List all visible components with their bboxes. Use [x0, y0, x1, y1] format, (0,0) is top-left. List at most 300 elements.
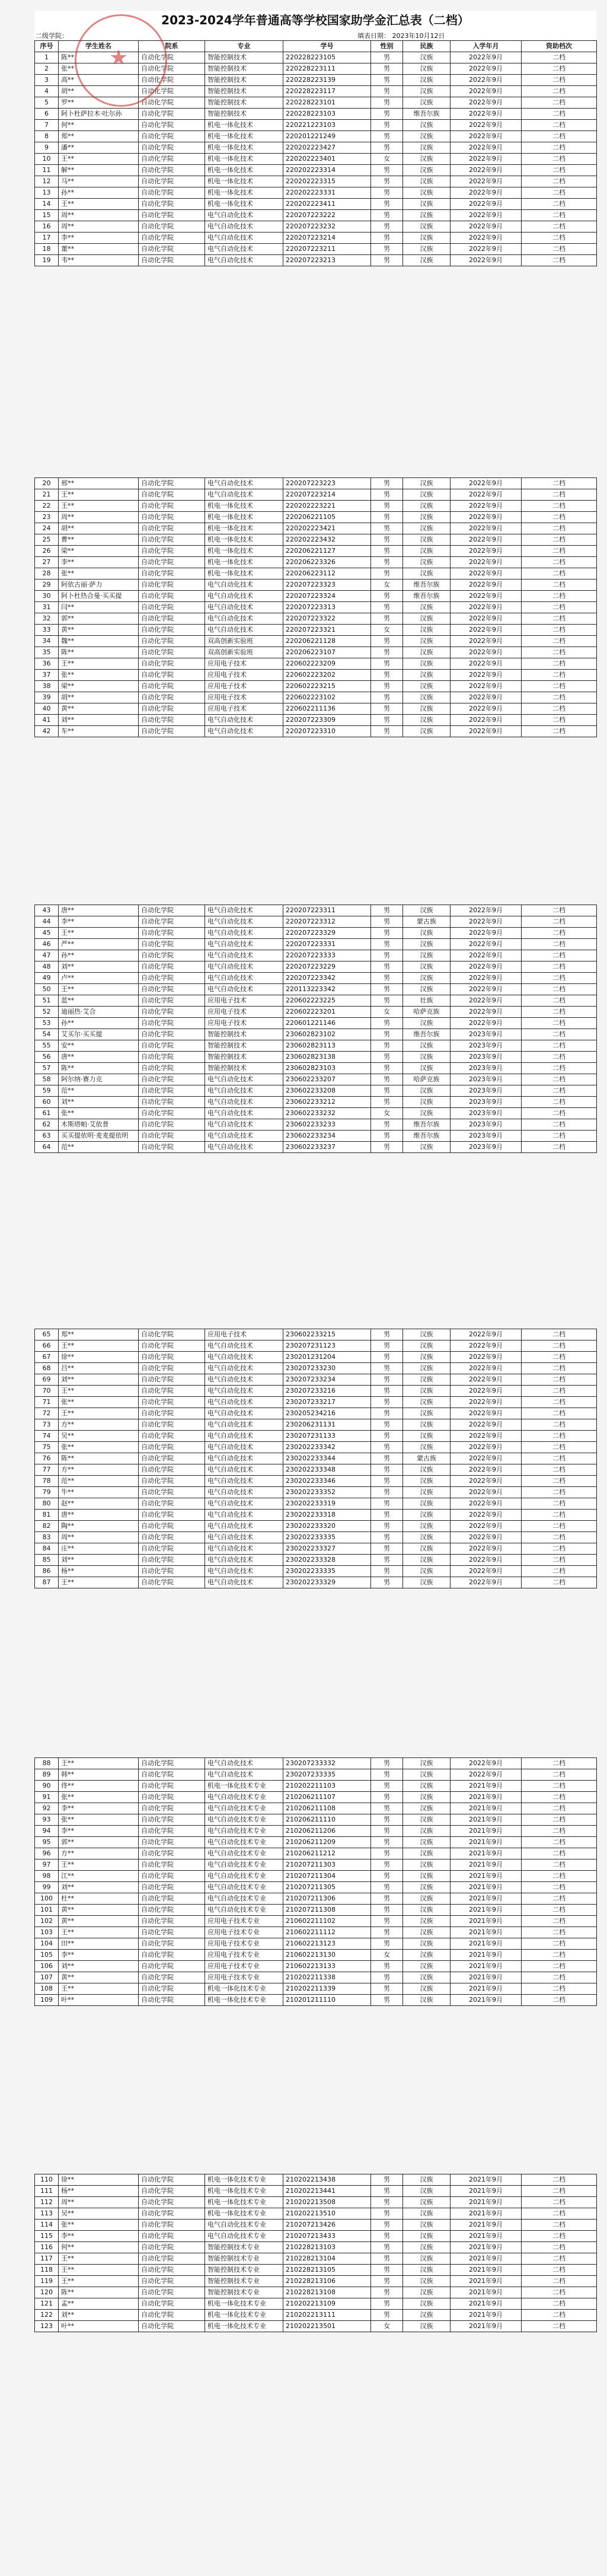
- table-cell: 自动化学院: [139, 1950, 205, 1961]
- table-row: [35, 579, 597, 591]
- table-cell: 230202233335: [283, 1566, 371, 1577]
- table-cell: 周**: [59, 221, 139, 233]
- table-cell: 210228213108: [283, 2287, 371, 2298]
- table-cell: 二档: [522, 2208, 597, 2220]
- table-cell: 黄**: [59, 1972, 139, 1983]
- table-cell: 2021年9月: [451, 1848, 522, 1859]
- table-cell: 杨**: [59, 1566, 139, 1577]
- table-cell: 二档: [522, 489, 597, 501]
- table-cell: 王**: [59, 1340, 139, 1352]
- table-cell: 电气自动化技术: [205, 961, 283, 973]
- table-cell: 男: [371, 1397, 403, 1408]
- table-cell: 210202211339: [283, 1983, 371, 1995]
- table-cell: 二档: [522, 1097, 597, 1108]
- table-cell: 220202223411: [283, 199, 371, 210]
- table-cell: 2022年9月: [451, 142, 522, 154]
- table-cell: 二档: [522, 1848, 597, 1859]
- table-cell: 2023年9月: [451, 1119, 522, 1131]
- table-cell: 2022年9月: [451, 210, 522, 221]
- table-cell: 自动化学院: [139, 568, 205, 579]
- table-cell: 81: [35, 1510, 59, 1521]
- table-row: [35, 647, 597, 658]
- table-cell: 吴**: [59, 1431, 139, 1442]
- table-cell: 二档: [522, 636, 597, 647]
- table-cell: 智能控制技术: [205, 63, 283, 75]
- table-row: [35, 142, 597, 154]
- table-cell: 汉族: [403, 1521, 451, 1532]
- table-cell: 88: [35, 1758, 59, 1769]
- table-cell: 二档: [522, 2276, 597, 2287]
- table-cell: 电气自动化技术: [205, 726, 283, 737]
- table-cell: 男: [371, 1781, 403, 1792]
- table-row: [35, 1018, 597, 1029]
- table-cell: 自动化学院: [139, 478, 205, 489]
- table-cell: 王**: [59, 658, 139, 670]
- table-cell: 二档: [522, 1916, 597, 1927]
- table-cell: 唐**: [59, 1052, 139, 1063]
- table-cell: 自动化学院: [139, 916, 205, 928]
- table-cell: 陶**: [59, 1521, 139, 1532]
- table-cell: 230202233344: [283, 1453, 371, 1464]
- table-cell: 二档: [522, 1983, 597, 1995]
- table-cell: 230602233208: [283, 1085, 371, 1097]
- table-cell: 2021年9月: [451, 2220, 522, 2231]
- table-cell: 汉族: [403, 692, 451, 703]
- table-cell: 机电一体化技术专业: [205, 2208, 283, 2220]
- table-cell: 220207223213: [283, 255, 371, 266]
- table-cell: 汉族: [403, 1769, 451, 1781]
- table-cell: 二档: [522, 546, 597, 557]
- table-cell: 自动化学院: [139, 1097, 205, 1108]
- table-cell: 自动化学院: [139, 1577, 205, 1588]
- table-cell: 2022年9月: [451, 1510, 522, 1521]
- table-cell: 2022年9月: [451, 478, 522, 489]
- table-cell: 自动化学院: [139, 1837, 205, 1848]
- table-cell: 汉族: [403, 1803, 451, 1814]
- table-cell: 男: [371, 165, 403, 176]
- table-cell: 自动化学院: [139, 557, 205, 568]
- table-row: [35, 1442, 597, 1453]
- table-page-5: [34, 1757, 596, 2006]
- table-cell: 男: [371, 1063, 403, 1074]
- table-row: [35, 1758, 597, 1769]
- table-cell: 220202223432: [283, 534, 371, 546]
- table-cell: 2022年9月: [451, 995, 522, 1007]
- table-row: [35, 636, 597, 647]
- table-cell: 艾买尔·买买提: [59, 1029, 139, 1040]
- table-cell: 2022年9月: [451, 1408, 522, 1419]
- table-cell: 电气自动化技术: [205, 1142, 283, 1153]
- table-cell: 男: [371, 1758, 403, 1769]
- table-cell: 230205234216: [283, 1408, 371, 1419]
- table-row: [35, 2287, 597, 2298]
- column-header: 资助档次: [522, 41, 597, 52]
- table-cell: 1: [35, 52, 59, 63]
- table-cell: 二档: [522, 1792, 597, 1803]
- table-row: [35, 613, 597, 625]
- table-row: [35, 2253, 597, 2265]
- table-cell: 230207233216: [283, 1386, 371, 1397]
- table-cell: 汉族: [403, 75, 451, 86]
- table-cell: 机电一体化技术专业: [205, 1995, 283, 2006]
- table-row: [35, 1386, 597, 1397]
- table-cell: 汉族: [403, 2197, 451, 2208]
- table-cell: 自动化学院: [139, 1927, 205, 1938]
- table-cell: 孟**: [59, 2298, 139, 2310]
- table-cell: 二档: [522, 2242, 597, 2253]
- table-cell: 2022年9月: [451, 176, 522, 187]
- table-cell: 电气自动化技术: [205, 1397, 283, 1408]
- table-row: [35, 1363, 597, 1374]
- table-cell: 自动化学院: [139, 1386, 205, 1397]
- table-cell: 张**: [59, 2220, 139, 2231]
- table-cell: 二档: [522, 1131, 597, 1142]
- table-cell: 范**: [59, 1142, 139, 1153]
- table-cell: 二档: [522, 1543, 597, 1555]
- table-cell: 汉族: [403, 1340, 451, 1352]
- table-cell: 61: [35, 1108, 59, 1119]
- table-cell: 220113223342: [283, 984, 371, 995]
- table-cell: 刘**: [59, 1097, 139, 1108]
- table-cell: 王**: [59, 2253, 139, 2265]
- table-cell: 男: [371, 1555, 403, 1566]
- table-cell: 2022年9月: [451, 154, 522, 165]
- table-cell: 男: [371, 63, 403, 75]
- table-cell: 双高创新实验班: [205, 647, 283, 658]
- table-cell: 31: [35, 602, 59, 613]
- table-cell: 智能控制技术专业: [205, 2253, 283, 2265]
- table-cell: 自动化学院: [139, 973, 205, 984]
- table-cell: 男: [371, 2208, 403, 2220]
- table-cell: 220602223215: [283, 681, 371, 692]
- table-cell: 男: [371, 961, 403, 973]
- table-cell: 汉族: [403, 2231, 451, 2242]
- table-cell: 二档: [522, 176, 597, 187]
- table-cell: 男: [371, 557, 403, 568]
- table-cell: 男: [371, 1577, 403, 1588]
- table-cell: 汉族: [403, 199, 451, 210]
- table-cell: 二档: [522, 165, 597, 176]
- table-cell: 自动化学院: [139, 1826, 205, 1837]
- table-cell: 20: [35, 478, 59, 489]
- table-cell: 72: [35, 1408, 59, 1419]
- table-cell: 26: [35, 546, 59, 557]
- table-cell: 2021年9月: [451, 1938, 522, 1950]
- table-page-3: [34, 905, 596, 1153]
- table-cell: 闫**: [59, 602, 139, 613]
- table-cell: 49: [35, 973, 59, 984]
- table-cell: 王**: [59, 199, 139, 210]
- table-cell: 52: [35, 1007, 59, 1018]
- table-cell: 2021年9月: [451, 1950, 522, 1961]
- table-cell: 2022年9月: [451, 165, 522, 176]
- table-cell: 唐**: [59, 1510, 139, 1521]
- table-cell: 2022年9月: [451, 1363, 522, 1374]
- table-row: [35, 1950, 597, 1961]
- table-cell: 二档: [522, 1453, 597, 1464]
- table-cell: 电气自动化技术专业: [205, 1814, 283, 1826]
- table-cell: 230202233320: [283, 1521, 371, 1532]
- table-cell: 220228223139: [283, 75, 371, 86]
- table-cell: 应用电子技术: [205, 995, 283, 1007]
- table-cell: 2022年9月: [451, 579, 522, 591]
- table-cell: 陈**: [59, 2287, 139, 2298]
- table-cell: 电气自动化技术专业: [205, 2220, 283, 2231]
- table-row: [35, 703, 597, 715]
- table-cell: 机电一体化技术专业: [205, 2298, 283, 2310]
- table-cell: 男: [371, 1837, 403, 1848]
- column-header: 学生姓名: [59, 41, 139, 52]
- table-cell: 电气自动化技术: [205, 984, 283, 995]
- table-cell: 二档: [522, 199, 597, 210]
- table-cell: 40: [35, 703, 59, 715]
- table-cell: 男: [371, 1408, 403, 1419]
- table-row: [35, 489, 597, 501]
- table-cell: 男: [371, 1329, 403, 1340]
- table-cell: 二档: [522, 939, 597, 950]
- table-cell: 电气自动化技术: [205, 905, 283, 916]
- table-cell: 自动化学院: [139, 681, 205, 692]
- table-cell: 210202211103: [283, 1781, 371, 1792]
- table-cell: 53: [35, 1018, 59, 1029]
- table-cell: 智能控制技术: [205, 75, 283, 86]
- table-cell: 2022年9月: [451, 1532, 522, 1543]
- table-cell: 女: [371, 1108, 403, 1119]
- table-cell: 汉族: [403, 1781, 451, 1792]
- table-cell: 机电一体化技术专业: [205, 1983, 283, 1995]
- table-cell: 100: [35, 1893, 59, 1905]
- table-row: [35, 210, 597, 221]
- table-cell: 陈**: [59, 1453, 139, 1464]
- table-cell: 30: [35, 591, 59, 602]
- table-cell: 二档: [522, 2321, 597, 2332]
- table-row: [35, 2231, 597, 2242]
- table-cell: 自动化学院: [139, 1074, 205, 1085]
- table-cell: 电气自动化技术: [205, 255, 283, 266]
- table-cell: 吴**: [59, 2208, 139, 2220]
- table-cell: 42: [35, 726, 59, 737]
- table-cell: 自动化学院: [139, 2174, 205, 2186]
- table-cell: 自动化学院: [139, 2208, 205, 2220]
- table-cell: 汉族: [403, 2186, 451, 2197]
- table-cell: 机电一体化技术: [205, 120, 283, 131]
- table-cell: 张**: [59, 1397, 139, 1408]
- table-cell: 25: [35, 534, 59, 546]
- table-cell: 机电一体化技术专业: [205, 2310, 283, 2321]
- table-cell: 维吾尔族: [403, 579, 451, 591]
- table-cell: 91: [35, 1792, 59, 1803]
- table-cell: 210207211303: [283, 1859, 371, 1871]
- table-cell: 230602233237: [283, 1142, 371, 1153]
- table-row: [35, 726, 597, 737]
- table-cell: 230202233342: [283, 1442, 371, 1453]
- table-cell: 男: [371, 1131, 403, 1142]
- table-cell: 二档: [522, 244, 597, 255]
- table-cell: 机电一体化技术: [205, 131, 283, 142]
- table-cell: 梁**: [59, 546, 139, 557]
- table-cell: 二档: [522, 973, 597, 984]
- table-cell: 2022年9月: [451, 131, 522, 142]
- table-row: [35, 244, 597, 255]
- table-row: [35, 1085, 597, 1097]
- table-cell: 汉族: [403, 1498, 451, 1510]
- table-cell: 维吾尔族: [403, 1119, 451, 1131]
- table-cell: 2023年9月: [451, 1052, 522, 1063]
- table-cell: 汉族: [403, 1374, 451, 1386]
- table-cell: 2023年9月: [451, 1085, 522, 1097]
- table-cell: 自动化学院: [139, 1018, 205, 1029]
- table-cell: 自动化学院: [139, 199, 205, 210]
- table-cell: 自动化学院: [139, 1882, 205, 1893]
- table-cell: 自动化学院: [139, 1340, 205, 1352]
- table-cell: 96: [35, 1848, 59, 1859]
- table-cell: 男: [371, 1442, 403, 1453]
- table-cell: 18: [35, 244, 59, 255]
- table-cell: 12: [35, 176, 59, 187]
- table-row: [35, 120, 597, 131]
- table-cell: 92: [35, 1803, 59, 1814]
- table-cell: 周**: [59, 2197, 139, 2208]
- table-cell: 二档: [522, 210, 597, 221]
- table-cell: 自动化学院: [139, 2265, 205, 2276]
- table-cell: 自动化学院: [139, 2287, 205, 2298]
- table-cell: 自动化学院: [139, 1142, 205, 1153]
- table-row: [35, 1995, 597, 2006]
- table-cell: 2022年9月: [451, 52, 522, 63]
- table-cell: 自动化学院: [139, 534, 205, 546]
- table-cell: 45: [35, 928, 59, 939]
- table-cell: 二档: [522, 916, 597, 928]
- table-cell: 4: [35, 86, 59, 97]
- table-cell: 230202233318: [283, 1510, 371, 1521]
- table-cell: 汉族: [403, 939, 451, 950]
- table-cell: 2022年9月: [451, 1566, 522, 1577]
- table-row: [35, 1577, 597, 1588]
- table-cell: 113: [35, 2208, 59, 2220]
- table-cell: 汉族: [403, 120, 451, 131]
- table-cell: 220206223112: [283, 568, 371, 579]
- table-cell: 自动化学院: [139, 1052, 205, 1063]
- table-cell: 64: [35, 1142, 59, 1153]
- table-cell: 自动化学院: [139, 1905, 205, 1916]
- table-cell: 自动化学院: [139, 1532, 205, 1543]
- table-cell: 智能控制技术: [205, 1052, 283, 1063]
- table-row: [35, 1131, 597, 1142]
- table-cell: 2022年9月: [451, 244, 522, 255]
- table-cell: 汉族: [403, 165, 451, 176]
- table-cell: 210206211107: [283, 1792, 371, 1803]
- table-cell: 汉族: [403, 1792, 451, 1803]
- table-cell: 张**: [59, 670, 139, 681]
- table-cell: 二档: [522, 63, 597, 75]
- table-cell: 46: [35, 939, 59, 950]
- table-cell: 电气自动化技术: [205, 1769, 283, 1781]
- table-cell: 汉族: [403, 928, 451, 939]
- table-cell: 汉族: [403, 1476, 451, 1487]
- table-cell: 汉族: [403, 1085, 451, 1097]
- table-cell: 2022年9月: [451, 1577, 522, 1588]
- table-cell: 自动化学院: [139, 1431, 205, 1442]
- table-row: [35, 1352, 597, 1363]
- table-cell: 汉族: [403, 1859, 451, 1871]
- table-cell: 6: [35, 109, 59, 120]
- table-cell: 二档: [522, 97, 597, 109]
- table-cell: 汉族: [403, 2265, 451, 2276]
- table-cell: 王**: [59, 984, 139, 995]
- table-cell: 109: [35, 1995, 59, 2006]
- table-cell: 自动化学院: [139, 1419, 205, 1431]
- table-cell: 电气自动化技术: [205, 1074, 283, 1085]
- table-cell: 男: [371, 75, 403, 86]
- table-cell: 智能控制技术专业: [205, 2265, 283, 2276]
- table-cell: 方**: [59, 1464, 139, 1476]
- table-cell: 应用电子技术: [205, 1329, 283, 1340]
- table-cell: 电气自动化技术: [205, 478, 283, 489]
- table-cell: 电气自动化技术: [205, 1374, 283, 1386]
- table-cell: 二档: [522, 1803, 597, 1814]
- table-cell: 电气自动化技术: [205, 928, 283, 939]
- table-cell: 自动化学院: [139, 546, 205, 557]
- table-row: [35, 1074, 597, 1085]
- table-cell: 自动化学院: [139, 2276, 205, 2287]
- table-cell: 121: [35, 2298, 59, 2310]
- table-cell: 应用电子技术专业: [205, 1950, 283, 1961]
- column-header: 专业: [205, 41, 283, 52]
- table-cell: 33: [35, 625, 59, 636]
- table-cell: 二档: [522, 1826, 597, 1837]
- table-cell: 2023年9月: [451, 1142, 522, 1153]
- table-cell: 曹**: [59, 534, 139, 546]
- table-cell: 210206211206: [283, 1826, 371, 1837]
- table-row: [35, 478, 597, 489]
- table-cell: 解**: [59, 165, 139, 176]
- table-cell: 马**: [59, 176, 139, 187]
- table-cell: 应用电子技术专业: [205, 1927, 283, 1938]
- table-cell: 自动化学院: [139, 1085, 205, 1097]
- table-row: [35, 534, 597, 546]
- table-row: [35, 1781, 597, 1792]
- table-cell: 自动化学院: [139, 658, 205, 670]
- table-cell: 2022年9月: [451, 109, 522, 120]
- table-cell: 二档: [522, 1498, 597, 1510]
- table-cell: 自动化学院: [139, 1510, 205, 1521]
- table-cell: 刘**: [59, 1882, 139, 1893]
- table-row: [35, 2186, 597, 2197]
- table-cell: 汉族: [403, 1961, 451, 1972]
- table-cell: 机电一体化技术: [205, 546, 283, 557]
- table-cell: 电气自动化技术: [205, 1386, 283, 1397]
- table-cell: 二档: [522, 1476, 597, 1487]
- table-row: [35, 1453, 597, 1464]
- table-cell: 魏**: [59, 636, 139, 647]
- table-cell: 二档: [522, 1007, 597, 1018]
- table-cell: 智能控制技术: [205, 86, 283, 97]
- table-row: [35, 1063, 597, 1074]
- table-cell: 陈**: [59, 52, 139, 63]
- table-cell: 84: [35, 1543, 59, 1555]
- table-cell: 自动化学院: [139, 1007, 205, 1018]
- table-cell: 二档: [522, 1386, 597, 1397]
- table-cell: 机电一体化技术: [205, 523, 283, 534]
- table-cell: 男: [371, 928, 403, 939]
- table-cell: 双高创新实验班: [205, 636, 283, 647]
- table-row: [35, 1905, 597, 1916]
- table-cell: 电气自动化技术: [205, 1566, 283, 1577]
- table-cell: 二档: [522, 478, 597, 489]
- table-cell: 120: [35, 2287, 59, 2298]
- table-cell: 电气自动化技术: [205, 1464, 283, 1476]
- table-cell: 男: [371, 692, 403, 703]
